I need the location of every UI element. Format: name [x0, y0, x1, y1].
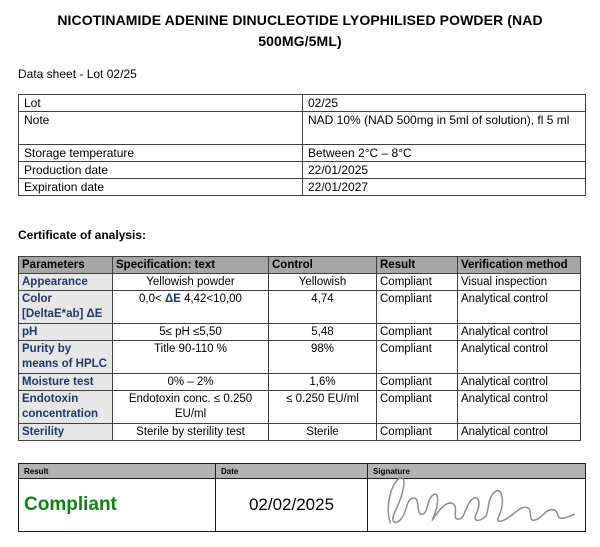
coa-header-result: Result	[377, 257, 458, 274]
specification-cell: Title 90-110 %	[113, 341, 269, 374]
table-row	[19, 341, 581, 374]
parameter-cell: Moisture test	[19, 374, 113, 391]
approval-table	[18, 463, 586, 532]
control-cell: ≤ 0.250 EU/ml	[269, 391, 377, 424]
table-row	[19, 162, 586, 179]
page-title-line1: NICOTINAMIDE ADENINE DINUCLEOTIDE LYOPHILISED POWDER (NAD	[57, 12, 543, 28]
signature-cell	[368, 479, 586, 532]
result-cell: Compliant	[377, 424, 458, 441]
parameter-cell: Sterility	[19, 424, 113, 441]
table-row	[19, 95, 586, 112]
specification-cell: Endotoxin conc. ≤ 0.250 EU/ml	[113, 391, 269, 424]
page-title-line2: 500MG/5ML)	[258, 33, 342, 49]
parameter-cell: Purity by means of HPLC	[19, 341, 113, 374]
table-row	[19, 424, 581, 441]
table-row	[19, 374, 581, 391]
approval-header-date: Date	[216, 464, 368, 479]
parameter-cell: pH	[19, 324, 113, 341]
result-cell: Compliant	[377, 374, 458, 391]
verification-cell: Analytical control	[458, 391, 581, 424]
datasheet-value-cell: 22/01/2025	[303, 162, 586, 179]
coa-heading: Certificate of analysis:	[18, 228, 147, 242]
datasheet-value-cell: Between 2°C – 8°C	[303, 145, 586, 162]
table-row	[19, 145, 586, 162]
approval-header-signature: Signature	[368, 464, 586, 479]
verification-cell: Analytical control	[458, 291, 581, 324]
datasheet-table	[18, 94, 586, 196]
result-cell: Compliant	[377, 274, 458, 291]
datasheet-value-cell: NAD 10% (NAD 500mg in 5ml of solution), fl 5 ml	[303, 112, 586, 145]
result-cell: Compliant	[377, 391, 458, 424]
result-cell: Compliant	[377, 324, 458, 341]
table-row	[19, 112, 586, 145]
approval-header-result: Result	[19, 464, 216, 479]
parameter-cell: Color [DeltaE*ab] ΔE	[19, 291, 113, 324]
table-row	[19, 291, 581, 324]
specification-cell: Sterile by sterility test	[113, 424, 269, 441]
coa-header-specification: Specification: text	[113, 257, 269, 274]
handwritten-signature-icon	[369, 472, 584, 530]
control-cell: 4,74	[269, 291, 377, 324]
datasheet-label-cell: Lot	[19, 95, 303, 112]
specification-cell: 0% – 2%	[113, 374, 269, 391]
coa-header-row	[19, 257, 581, 274]
verification-cell: Analytical control	[458, 324, 581, 341]
table-row	[19, 391, 581, 424]
control-cell: 98%	[269, 341, 377, 374]
result-cell: Compliant	[377, 341, 458, 374]
verification-cell: Analytical control	[458, 424, 581, 441]
verification-cell: Visual inspection	[458, 274, 581, 291]
control-cell: Yellowish	[269, 274, 377, 291]
coa-header-parameters: Parameters	[19, 257, 113, 274]
datasheet-value-cell: 22/01/2027	[303, 179, 586, 196]
parameter-cell: Appearance	[19, 274, 113, 291]
approval-data-row	[19, 479, 586, 532]
control-cell: 1,6%	[269, 374, 377, 391]
result-cell: Compliant	[377, 291, 458, 324]
control-cell: 5,48	[269, 324, 377, 341]
datasheet-label-cell: Expiration date	[19, 179, 303, 196]
approval-date-value: 02/02/2025	[216, 479, 368, 532]
parameter-cell: Endotoxin concentration	[19, 391, 113, 424]
verification-cell: Analytical control	[458, 374, 581, 391]
table-row	[19, 324, 581, 341]
coa-header-verification: Verification method	[458, 257, 581, 274]
approval-result-value: Compliant	[19, 479, 216, 532]
page-title	[40, 10, 560, 52]
specification-cell: 0,0< ΔE 4,42<10,00	[113, 291, 269, 324]
datasheet-subtitle: Data sheet - Lot 02/25	[18, 67, 137, 81]
datasheet-value-cell: 02/25	[303, 95, 586, 112]
specification-cell: Yellowish powder	[113, 274, 269, 291]
datasheet-label-cell: Storage temperature	[19, 145, 303, 162]
specification-cell: 5≤ pH ≤5,50	[113, 324, 269, 341]
datasheet-label-cell: Note	[19, 112, 303, 145]
datasheet-label-cell: Production date	[19, 162, 303, 179]
coa-table	[18, 256, 581, 441]
control-cell: Sterile	[269, 424, 377, 441]
table-row	[19, 274, 581, 291]
coa-header-control: Control	[269, 257, 377, 274]
table-row	[19, 179, 586, 196]
verification-cell: Analytical control	[458, 341, 581, 374]
